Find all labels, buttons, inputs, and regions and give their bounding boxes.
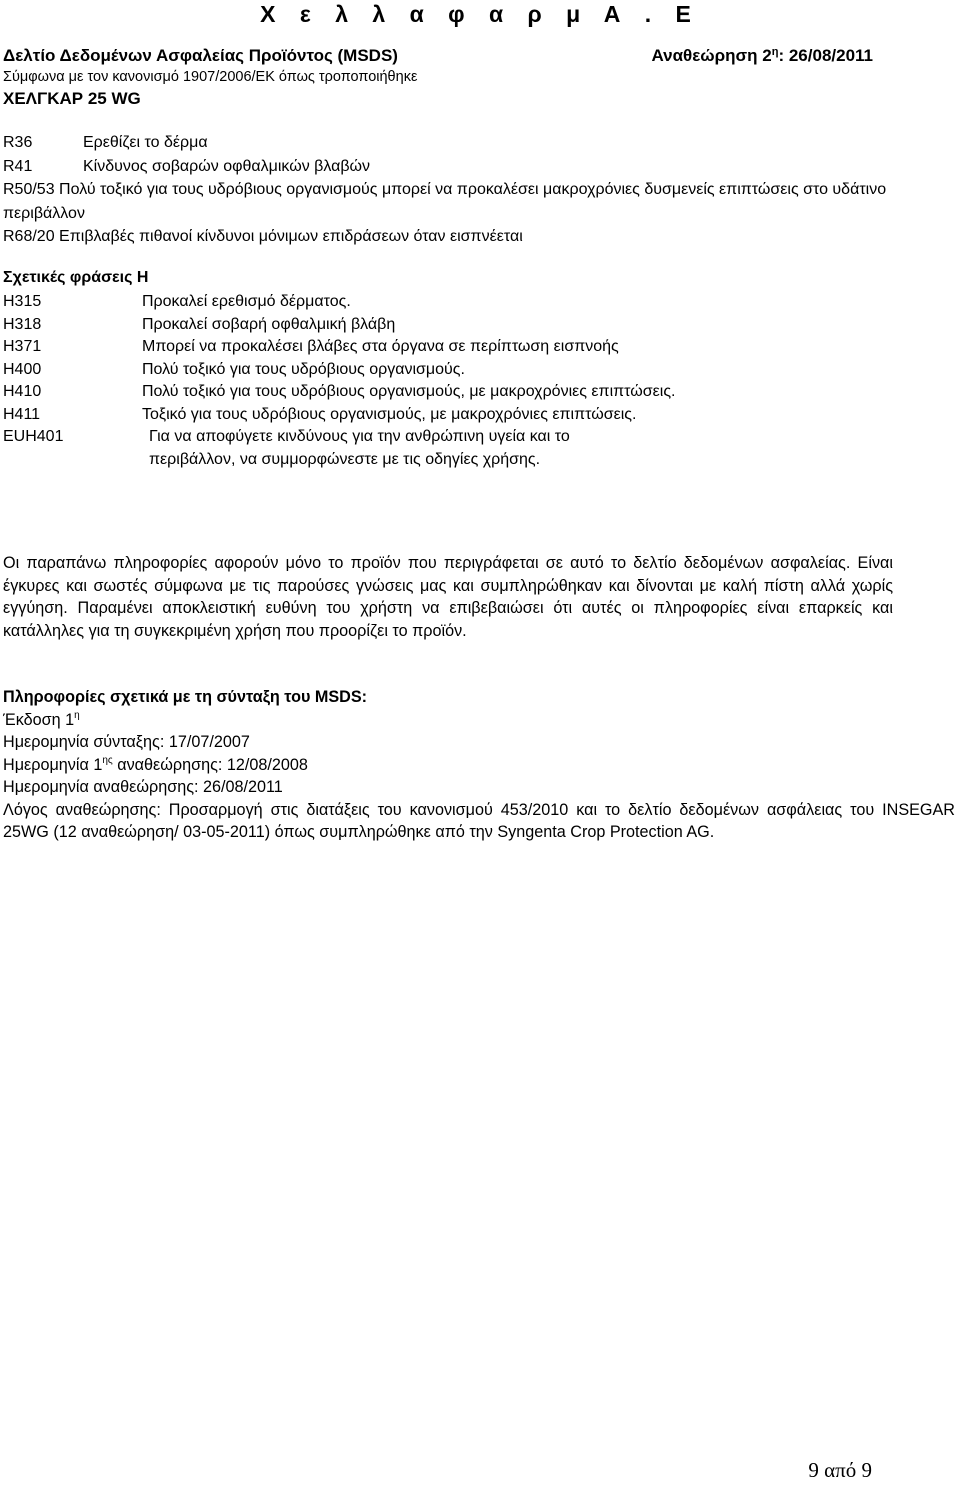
h-phrase-text: Προκαλεί ερεθισμό δέρματος.	[142, 293, 351, 310]
h-phrase-code: H371	[3, 338, 42, 355]
msds-info-title: Πληροφορίες σχετικά με τη σύνταξη του MSDS:	[3, 688, 368, 706]
h-phrase-text: Πολύ τοξικό για τους υδρόβιους οργανισμούς.	[142, 360, 465, 378]
h-phrase-row	[3, 404, 943, 427]
edition-superscript: η	[74, 709, 80, 721]
h-phrase-row	[3, 291, 943, 314]
h-phrase-text: Μπορεί να προκαλέσει βλάβες στα όργανα σε περίπτωση εισπνοής	[142, 338, 619, 355]
r-phrase-row	[3, 178, 948, 225]
h-phrase-code: EUH401	[3, 428, 64, 445]
compiled-date: Ημερομηνία σύνταξης: 17/07/2007	[3, 733, 250, 751]
r-phrase-code: R68/20	[3, 228, 55, 245]
revision-label	[651, 44, 873, 68]
h-phrase-text: Πολύ τοξικό για τους υδρόβιους οργανισμούς, με μακροχρόνιες επιπτώσεις.	[142, 383, 676, 400]
first-revision-line	[3, 754, 955, 777]
h-phrase-code: H410	[3, 383, 42, 400]
revision-superscript: η	[771, 46, 779, 58]
page-number: 9 από 9	[808, 1458, 872, 1482]
product-name: ΧΕΛΓΚΑΡ 25 WG	[3, 89, 141, 108]
first-revision-superscript: ης	[102, 754, 113, 766]
msds-info-section	[3, 686, 955, 844]
r-phrases-list	[3, 131, 948, 249]
h-phrases-list	[3, 291, 943, 471]
h-phrase-code: H318	[3, 315, 42, 333]
regulation-line: Σύμφωνα με τον κανονισμό 1907/2006/ΕΚ όπως τροποποιήθηκε	[3, 69, 418, 85]
first-revision-date: αναθεώρησης: 12/08/2008	[112, 755, 308, 774]
r-phrase-text: Επιβλαβές πιθανοί κίνδυνοι μόνιμων επιδράσεων όταν εισπνέεται	[59, 228, 523, 245]
disclaimer-paragraph: Οι παραπάνω πληροφορίες αφορούν μόνο το προϊόν που περιγράφεται σε αυτό το δελτίο δεδομένων ασφαλείας. Είναι έγκυρες και σωστές σύμφωνα με τις παρούσες γνώσεις μας και συμπληρώθηκαν και δίνονται με καλή πίστη αλλά χωρίς εγγύηση. Παραμένει αποκλειστική ευθύνη του χρήστη να επιβεβαιώσει ότι αυτές οι πληροφορίες είναι επαρκείς και κατάλληλες για τη συγκεκριμένη χρήση που προορίζει το προϊόν.	[3, 554, 893, 641]
h-phrase-row	[3, 314, 943, 337]
h-phrase-row	[3, 426, 943, 471]
h-phrase-code: H400	[3, 360, 42, 378]
h-phrase-text: Για να αποφύγετε κινδύνους για την ανθρώπινη υγεία και το περιβάλλον, να συμμορφώνεστε με τις οδηγίες χρήσης.	[149, 428, 570, 468]
revision-reason: Λόγος αναθεώρησης: Προσαρμογή στις διατάξεις του κανονισμού 453/2010 και το δελτίο δεδομένων ασφάλειας του INSEGAR 25WG (12 αναθεώρηση/ 03-05-2011) όπως συμπληρώθηκε από την Syngenta Crop Protection AG.	[3, 800, 955, 841]
document-title: Δελτίο Δεδομένων Ασφαλείας Προϊόντος (MSDS)	[3, 46, 398, 65]
r-phrase-code: R36	[3, 134, 33, 151]
r-phrase-code: R41	[3, 157, 33, 175]
r-phrase-row	[3, 225, 948, 249]
h-phrase-row	[3, 359, 943, 382]
h-phrase-code: H411	[3, 405, 41, 423]
h-phrase-row	[3, 381, 943, 404]
h-phrase-text: Τοξικό για τους υδρόβιους οργανισμούς, με μακροχρόνιες επιπτώσεις.	[142, 405, 637, 423]
document-header	[3, 44, 873, 68]
first-revision-prefix: Ημερομηνία 1	[3, 755, 103, 774]
r-phrase-code: R50/53	[3, 181, 55, 198]
revision-prefix: Αναθεώρηση 2	[651, 46, 772, 65]
h-phrases-heading: Σχετικές φράσεις H	[3, 269, 149, 286]
r-phrase-text: Πολύ τοξικό για τους υδρόβιους οργανισμούς μπορεί να προκαλέσει μακροχρόνιες δυσμενείς επιπτώσεις στο υδάτινο περιβάλλον	[3, 181, 887, 222]
r-phrase-text: Ερεθίζει το δέρμα	[83, 134, 208, 151]
r-phrase-text: Κίνδυνος σοβαρών οφθαλμικών βλαβών	[83, 157, 371, 175]
revision-date: : 26/08/2011	[778, 46, 873, 65]
edition-line	[3, 709, 955, 732]
r-phrase-row	[3, 155, 948, 179]
r-phrase-row	[3, 131, 948, 155]
h-phrase-text: Προκαλεί σοβαρή οφθαλμική βλάβη	[142, 315, 396, 333]
h-phrase-code: H315	[3, 293, 42, 310]
h-phrase-row	[3, 336, 943, 359]
company-name: Χ ε λ λ α φ α ρ μ Α . Ε	[260, 1, 700, 27]
revision-date-line: Ημερομηνία αναθεώρησης: 26/08/2011	[3, 778, 283, 796]
edition-text: Έκδοση 1	[3, 710, 75, 729]
